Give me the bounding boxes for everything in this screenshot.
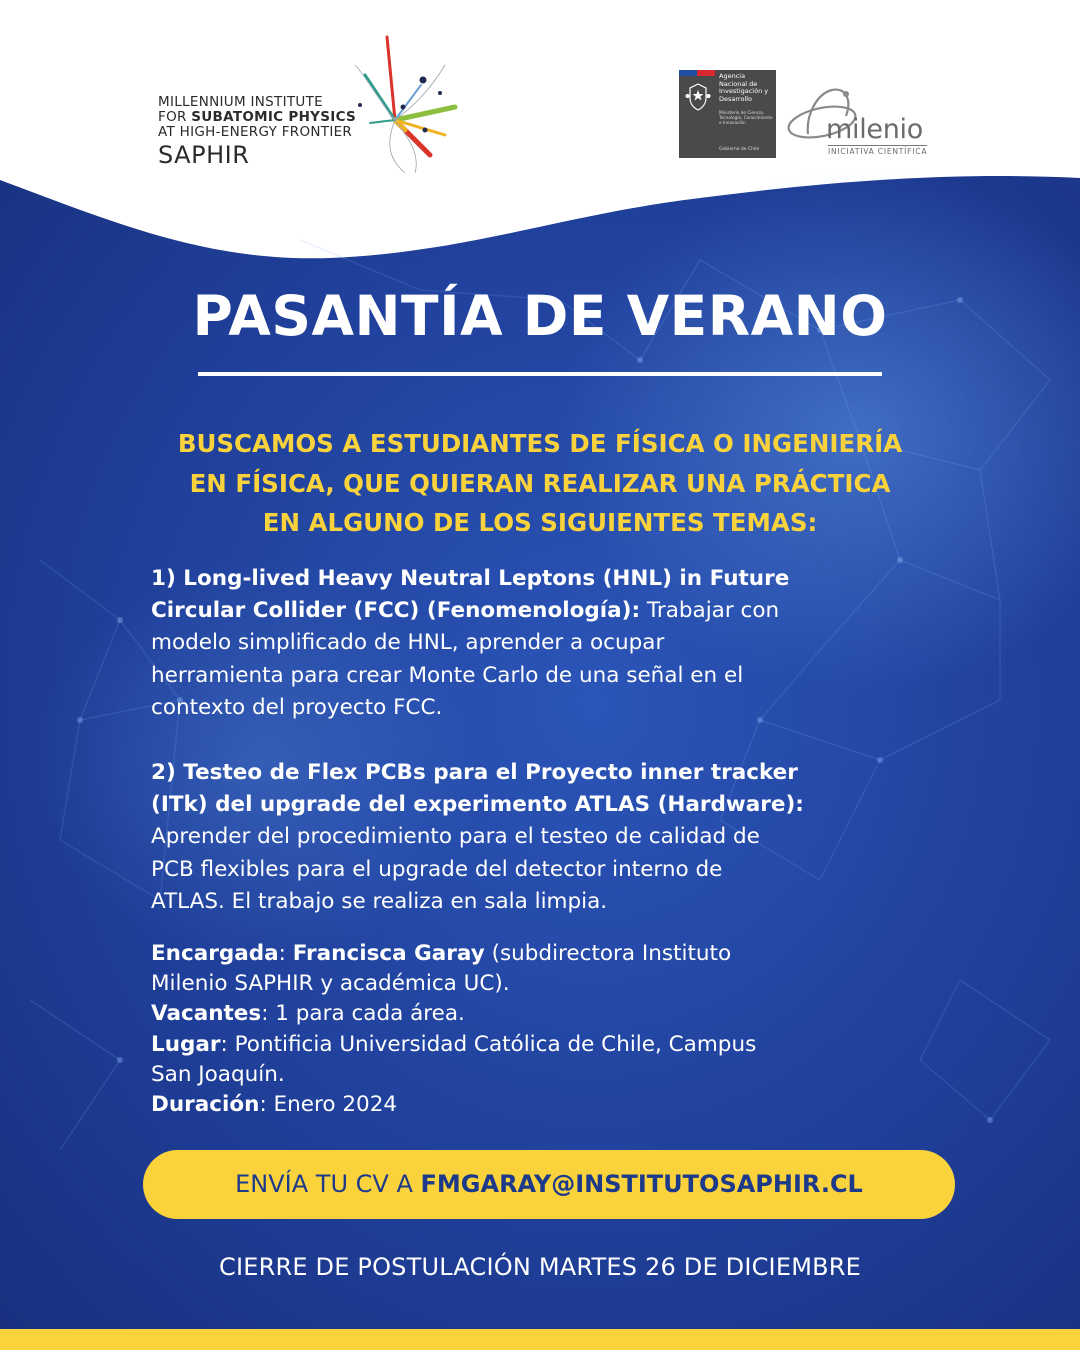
vacantes-label: Vacantes xyxy=(151,1001,262,1027)
vacantes-row xyxy=(151,999,931,1029)
milenio-subtitle: INICIATIVA CIENTÍFICA xyxy=(828,147,928,156)
title-underline xyxy=(198,372,882,376)
topic-2-description: PCB flexibles para el upgrade del detector interno de xyxy=(151,856,723,882)
duracion-label: Duración xyxy=(151,1092,260,1118)
duracion-row xyxy=(151,1090,931,1120)
page-title: PASANTÍA DE VERANO xyxy=(192,284,888,348)
encargada-row: Encargada: Francisca Garay (subdirectora Instituto xyxy=(151,941,732,966)
vacantes-value: : 1 para cada área. xyxy=(261,1001,465,1027)
saphir-logo xyxy=(158,95,356,169)
intro-line: EN ALGUNO DE LOS SIGUIENTES TEMAS: xyxy=(262,508,818,537)
encargada-name: Francisca Garay xyxy=(292,941,485,966)
anid-logo xyxy=(679,70,776,158)
lugar-row xyxy=(151,1030,931,1060)
topic-2-heading-cont: (ITk) del upgrade del experimento ATLAS (Hardware): xyxy=(151,792,804,818)
topic-1-description: herramienta para crear Monte Carlo de una señal en el xyxy=(151,662,744,688)
chile-coat-of-arms-icon xyxy=(685,82,711,112)
send-cv-button[interactable] xyxy=(143,1150,955,1219)
topic-1-heading-cont: Circular Collider (FCC) (Fenomenología): xyxy=(151,598,641,624)
internship-details xyxy=(151,939,931,1120)
anid-government: Gobierno de Chile xyxy=(719,147,760,152)
topic-2 xyxy=(151,757,911,918)
intro-line: BUSCAMOS A ESTUDIANTES DE FÍSICA O INGENIERÍA xyxy=(177,429,903,458)
topic-1 xyxy=(151,563,911,724)
email-link[interactable]: FMGARAY@INSTITUTOSAPHIR.CL xyxy=(420,1170,863,1198)
topic-1-description: contexto del proyecto FCC. xyxy=(151,694,443,720)
lugar-value-cont: San Joaquín. xyxy=(151,1061,285,1087)
application-deadline: CIERRE DE POSTULACIÓN MARTES 26 DE DICIEMBRE xyxy=(218,1253,862,1281)
intro-text xyxy=(100,424,980,543)
send-cv-prefix: ENVÍA TU CV A xyxy=(235,1170,421,1198)
duracion-value: : Enero 2024 xyxy=(259,1092,398,1118)
particle-burst-icon xyxy=(335,35,460,175)
topic-1-description: modelo simplificado de HNL, aprender a ocupar xyxy=(151,630,665,656)
encargada-role-cont: Milenio SAPHIR y académica UC). xyxy=(151,971,510,997)
saphir-logo-line3: AT HIGH-ENERGY FRONTIER xyxy=(158,124,353,140)
saphir-logo-line2: FOR SUBATOMIC PHYSICS xyxy=(158,109,357,125)
encargada-label: Encargada xyxy=(151,941,279,966)
milenio-logo xyxy=(786,86,931,158)
anid-name: Agencia Nacional de Investigación y Desarrollo xyxy=(719,72,769,103)
saphir-logo-name: SAPHIR xyxy=(158,141,250,169)
bottom-accent-bar xyxy=(0,1329,1080,1350)
topic-2-description: Aprender del procedimiento para el testeo de calidad de xyxy=(151,824,760,850)
topic-2-description: ATLAS. El trabajo se realiza en sala limpia. xyxy=(151,888,608,914)
topic-1-description: Trabajar con xyxy=(640,598,780,624)
saphir-logo-line1: MILLENNIUM INSTITUTE xyxy=(158,94,323,110)
intro-line: EN FÍSICA, QUE QUIERAN REALIZAR UNA PRÁCTICA xyxy=(189,468,891,498)
lugar-value: : Pontificia Universidad Católica de Chile, Campus xyxy=(220,1031,757,1057)
milenio-word: milenio xyxy=(826,114,923,145)
topic-2-heading: 2) Testeo de Flex PCBs para el Proyecto inner tracker xyxy=(151,760,798,785)
lugar-label: Lugar xyxy=(151,1031,221,1057)
anid-ministry: Ministerio de Ciencia, Tecnología, Conocimiento e Innovación xyxy=(719,110,773,125)
encargada-role: (subdirectora Instituto xyxy=(484,941,732,966)
topic-1-heading: 1) Long-lived Heavy Neutral Leptons (HNL) in Future xyxy=(151,566,790,591)
